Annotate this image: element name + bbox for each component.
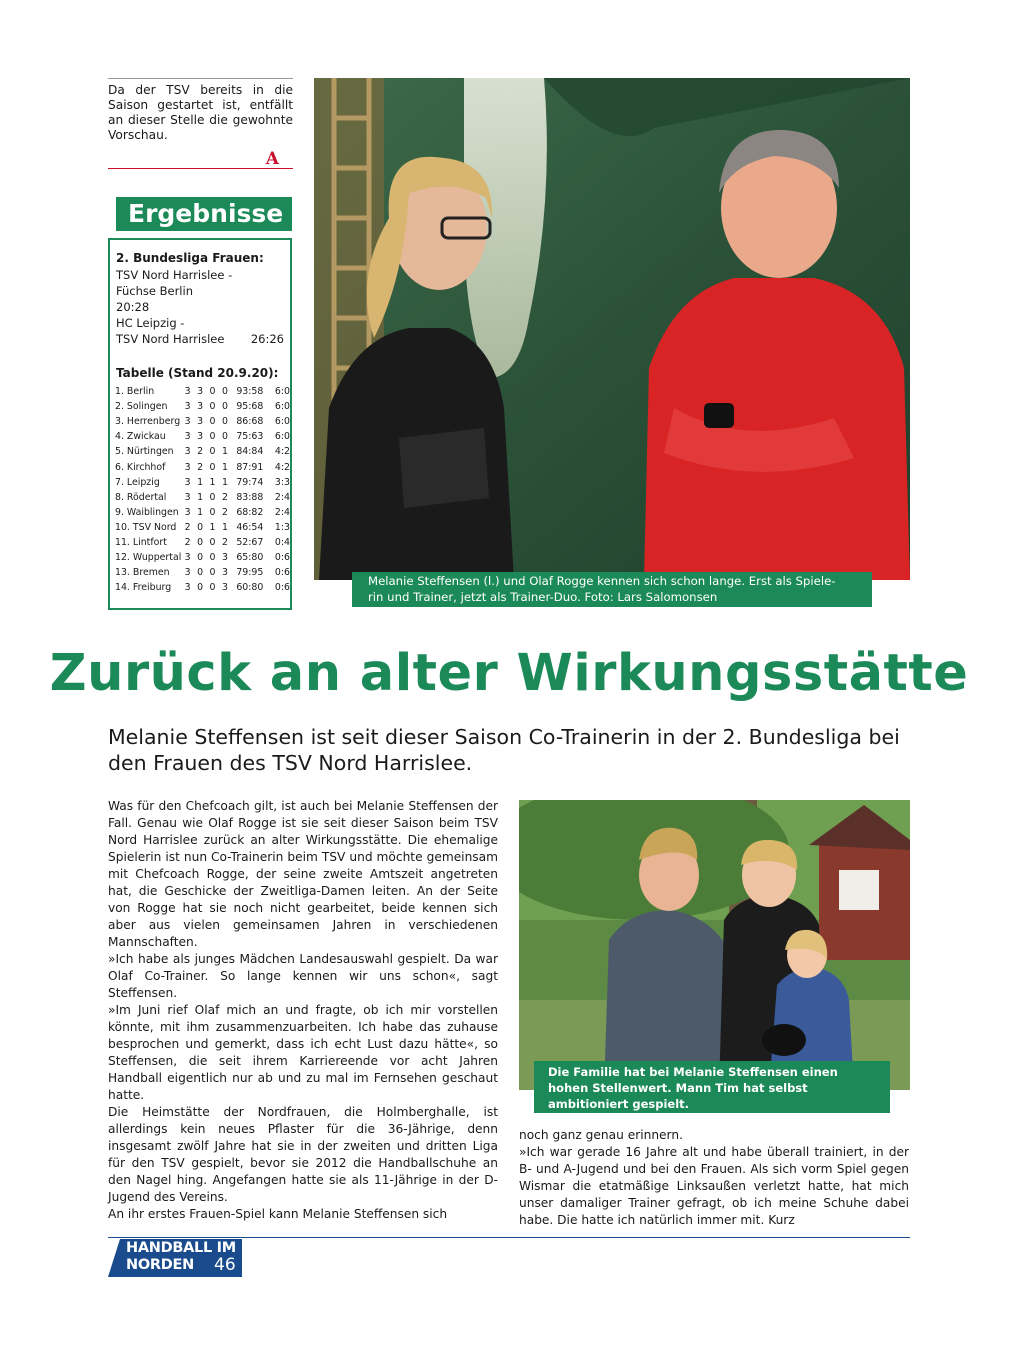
page-number: 46: [214, 1255, 236, 1275]
wins: 3: [197, 416, 204, 428]
draws: 0: [209, 491, 216, 503]
games: 2: [184, 521, 191, 533]
goal-difference: 93:58: [236, 386, 264, 398]
goal-difference: 68:82: [236, 506, 264, 518]
draws: 1: [209, 476, 216, 488]
draws: 0: [209, 431, 216, 443]
table-row: [115, 414, 290, 429]
logo-line1: HANDBALL IM: [126, 1240, 236, 1256]
main-photo-illustration: [314, 78, 910, 580]
game2-row: [116, 331, 284, 347]
table-row: [115, 580, 290, 595]
family-photo: [519, 800, 910, 1090]
losses: 1: [222, 461, 228, 473]
draws: 0: [209, 567, 216, 579]
photo-credit: Privatfoto: [810, 1113, 876, 1127]
league-title: 2. Bundesliga Frauen:: [116, 251, 264, 265]
points: 6:0: [274, 401, 290, 413]
wins: 1: [197, 506, 204, 518]
draws: 1: [209, 521, 216, 533]
draws: 0: [209, 386, 216, 398]
team-name: 4. Zwickau: [115, 431, 166, 443]
games: 3: [184, 567, 191, 579]
paragraph: »Im Juni rief Olaf mich an und fragte, ob ich mir vorstellen könnte, mit ihm zusammenzuarbeiten. Ich habe das zuhause besprochen und gemerkt, dass ich echt Lust dazu hätte«, so Steffensen, die seit ihrem Karriereende vor acht Jahren Handball eigentlich nur ab und zu mal im Fernsehen geschaut hatte.: [108, 1003, 498, 1102]
points: 4:2: [274, 461, 290, 473]
team-name: 3. Herrenberg: [115, 416, 181, 428]
paragraph: »Ich habe als junges Mädchen Landesauswahl gespielt. Da war Olaf Co-Trainer. So lange kennen wir uns schon«, sagt Steffensen.: [108, 952, 498, 1000]
draws: 0: [209, 582, 216, 594]
team-name: 12. Wuppertal: [115, 552, 182, 564]
team-name: 2. Solingen: [115, 401, 168, 413]
losses: 1: [222, 446, 228, 458]
paragraph: Was für den Chefcoach gilt, ist auch bei Melanie Steffensen der Fall. Genau wie Olaf Rogge ist sie seit dieser Saison beim TSV Nord Harrislee zurück an alter Wirkungsstätte. Die ehemalige Spielerin ist nun Co-Trainerin beim TSV und möchte gemeinsam mit Chefcoach Rogge, der seine zweite Amtszeit angetreten hat, die Geschicke der Zweitliga-Damen leiten. An der Seite von Rogge hat sie noch nicht gearbeitet, beide kennen sich aber aus vielen gemeinsamen Jahren in verschiedenen Mannschaften.: [108, 799, 498, 949]
main-photo-caption-line1: Melanie Steffensen (l.) und Olaf Rogge kennen sich schon lange. Erst als Spiele-: [368, 574, 836, 588]
games: 3: [184, 491, 191, 503]
draws: 0: [209, 401, 216, 413]
team-name: 8. Rödertal: [115, 491, 167, 503]
article-column-2: [519, 1127, 909, 1229]
team-name: 13. Bremen: [115, 567, 170, 579]
points: 0:6: [274, 582, 290, 594]
table-row: [115, 384, 290, 399]
game1-teams-line1: TSV Nord Harrislee -: [116, 268, 233, 282]
goal-difference: 86:68: [236, 416, 264, 428]
games: 3: [184, 461, 191, 473]
intro-text: Da der TSV bereits in die Saison gestartet ist, entfällt an dieser Stelle die gewohnte Vorschau.: [108, 83, 293, 142]
magazine-logo: [108, 1239, 242, 1277]
logo-line2: NORDEN: [126, 1257, 194, 1273]
results-title: Ergebnisse: [128, 199, 284, 228]
goal-difference: 52:67: [236, 536, 264, 548]
goal-difference: 95:68: [236, 401, 264, 413]
wins: 0: [197, 582, 204, 594]
game1-score: 20:28: [116, 300, 150, 314]
losses: 3: [222, 552, 228, 564]
games: 3: [184, 386, 191, 398]
paragraph: »Ich war gerade 16 Jahre alt und habe überall trainiert, in der B- und A-Jugend und bei den Frauen. Als sich vorm Spiel gegen Wismar die etatmäßige Linksaußen verletzt hatte, hat mich unser damaliger Trainer gefragt, ob ich meine Schuhe dabei habe. Die hatte ich natürlich immer mit. Kurz: [519, 1145, 909, 1227]
paragraph: Die Heimstätte der Nordfrauen, die Holmberghalle, ist allerdings kein neues Pflaster für die 36-Jährige, denn insgesamt zwölf Jahre hat sie in der zweiten und dritten Liga für den TSV gespielt, bevor sie 2012 die Handballschuhe an den Nagel hing. Angefangen hatte sie als 11-Jährige in der D-Jugend des Vereins.: [108, 1105, 498, 1204]
wins: 3: [197, 431, 204, 443]
losses: 0: [222, 416, 228, 428]
wins: 3: [197, 401, 204, 413]
footer-rule: [108, 1237, 910, 1238]
family-photo-illustration: [519, 800, 910, 1090]
points: 6:0: [274, 416, 290, 428]
losses: 1: [222, 521, 228, 533]
results-box: [108, 238, 292, 610]
losses: 0: [222, 386, 228, 398]
wins: 0: [197, 521, 204, 533]
games: 3: [184, 582, 191, 594]
losses: 0: [222, 401, 228, 413]
team-name: 1. Berlin: [115, 386, 155, 398]
goal-difference: 65:80: [236, 552, 264, 564]
game2-teams-line1: HC Leipzig -: [116, 316, 185, 330]
losses: 3: [222, 582, 228, 594]
team-name: 6. Kirchhof: [115, 461, 166, 473]
table-row: [115, 490, 290, 505]
team-name: 10. TSV Nord: [115, 521, 177, 533]
table-row: [115, 535, 290, 550]
games: 2: [184, 536, 191, 548]
points: 2:4: [274, 491, 290, 503]
family-photo-caption-text: Die Familie hat bei Melanie Steffensen einen hohen Stellenwert. Mann Tim hat selbst ambitioniert gespielt.: [548, 1065, 838, 1111]
points: 3:3: [274, 476, 290, 488]
table-row: [115, 429, 290, 444]
points: 0:4: [274, 536, 290, 548]
paragraph: An ihr erstes Frauen-Spiel kann Melanie Steffensen sich: [108, 1207, 448, 1221]
points: 6:0: [274, 431, 290, 443]
article-column-1: [108, 798, 498, 1223]
game2-teams-line2: TSV Nord Harrislee: [116, 332, 225, 346]
points: 4:2: [274, 446, 290, 458]
wins: 0: [197, 567, 204, 579]
goal-difference: 83:88: [236, 491, 264, 503]
wins: 0: [197, 536, 204, 548]
points: 2:4: [274, 506, 290, 518]
goal-difference: 75:63: [236, 431, 264, 443]
table-row: [115, 399, 290, 414]
draws: 0: [209, 461, 216, 473]
games: 3: [184, 476, 191, 488]
main-photo-caption-line2: rin und Trainer, jetzt als Trainer-Duo. Foto: Lars Salomonsen: [368, 590, 718, 604]
losses: 2: [222, 506, 228, 518]
wins: 0: [197, 552, 204, 564]
goal-difference: 46:54: [236, 521, 264, 533]
table-row: [115, 565, 290, 580]
game2-score: 26:26: [250, 332, 284, 346]
table-title: Tabelle (Stand 20.9.20):: [116, 366, 279, 380]
losses: 3: [222, 567, 228, 579]
goal-difference: 79:95: [236, 567, 264, 579]
league-table: [115, 384, 290, 595]
paragraph: noch ganz genau erinnern.: [519, 1128, 683, 1142]
games: 3: [184, 552, 191, 564]
author-mark: A: [265, 149, 279, 169]
team-name: 7. Leipzig: [115, 476, 160, 488]
goal-difference: 60:80: [236, 582, 264, 594]
results-header: [108, 197, 292, 231]
table-row: [115, 444, 290, 459]
table-row: [115, 475, 290, 490]
family-photo-caption: [534, 1061, 890, 1127]
games: 3: [184, 416, 191, 428]
team-name: 9. Waiblingen: [115, 506, 179, 518]
article-subheadline: Melanie Steffensen ist seit dieser Saison Co-Trainerin in der 2. Bundesliga bei den Frauen des TSV Nord Harrislee.: [108, 725, 900, 775]
games: 3: [184, 431, 191, 443]
wins: 1: [197, 491, 204, 503]
games: 3: [184, 401, 191, 413]
team-name: 14. Freiburg: [115, 582, 172, 594]
draws: 0: [209, 446, 216, 458]
table-row: [115, 520, 290, 535]
wins: 1: [197, 476, 204, 488]
team-name: 5. Nürtingen: [115, 446, 174, 458]
table-row: [115, 550, 290, 565]
points: 6:0: [274, 386, 290, 398]
main-photo-caption: [352, 572, 872, 607]
goal-difference: 84:84: [236, 446, 264, 458]
draws: 0: [209, 552, 216, 564]
points: 1:3: [274, 521, 290, 533]
table-row: [115, 505, 290, 520]
games: 3: [184, 506, 191, 518]
draws: 0: [209, 416, 216, 428]
points: 0:6: [274, 567, 290, 579]
losses: 0: [222, 431, 228, 443]
losses: 2: [222, 536, 228, 548]
intro-note: [108, 78, 293, 169]
main-photo: [314, 78, 910, 580]
games: 3: [184, 446, 191, 458]
draws: 0: [209, 506, 216, 518]
wins: 3: [197, 386, 204, 398]
wins: 2: [197, 446, 204, 458]
table-row: [115, 459, 290, 474]
article-headline: Zurück an alter Wirkungsstätte: [49, 644, 969, 703]
goal-difference: 87:91: [236, 461, 264, 473]
goal-difference: 79:74: [236, 476, 264, 488]
team-name: 11. Lintfort: [115, 536, 167, 548]
game1-teams-line2: Füchse Berlin: [116, 284, 193, 298]
losses: 2: [222, 491, 228, 503]
wins: 2: [197, 461, 204, 473]
points: 0:6: [274, 552, 290, 564]
losses: 1: [222, 476, 228, 488]
draws: 0: [209, 536, 216, 548]
